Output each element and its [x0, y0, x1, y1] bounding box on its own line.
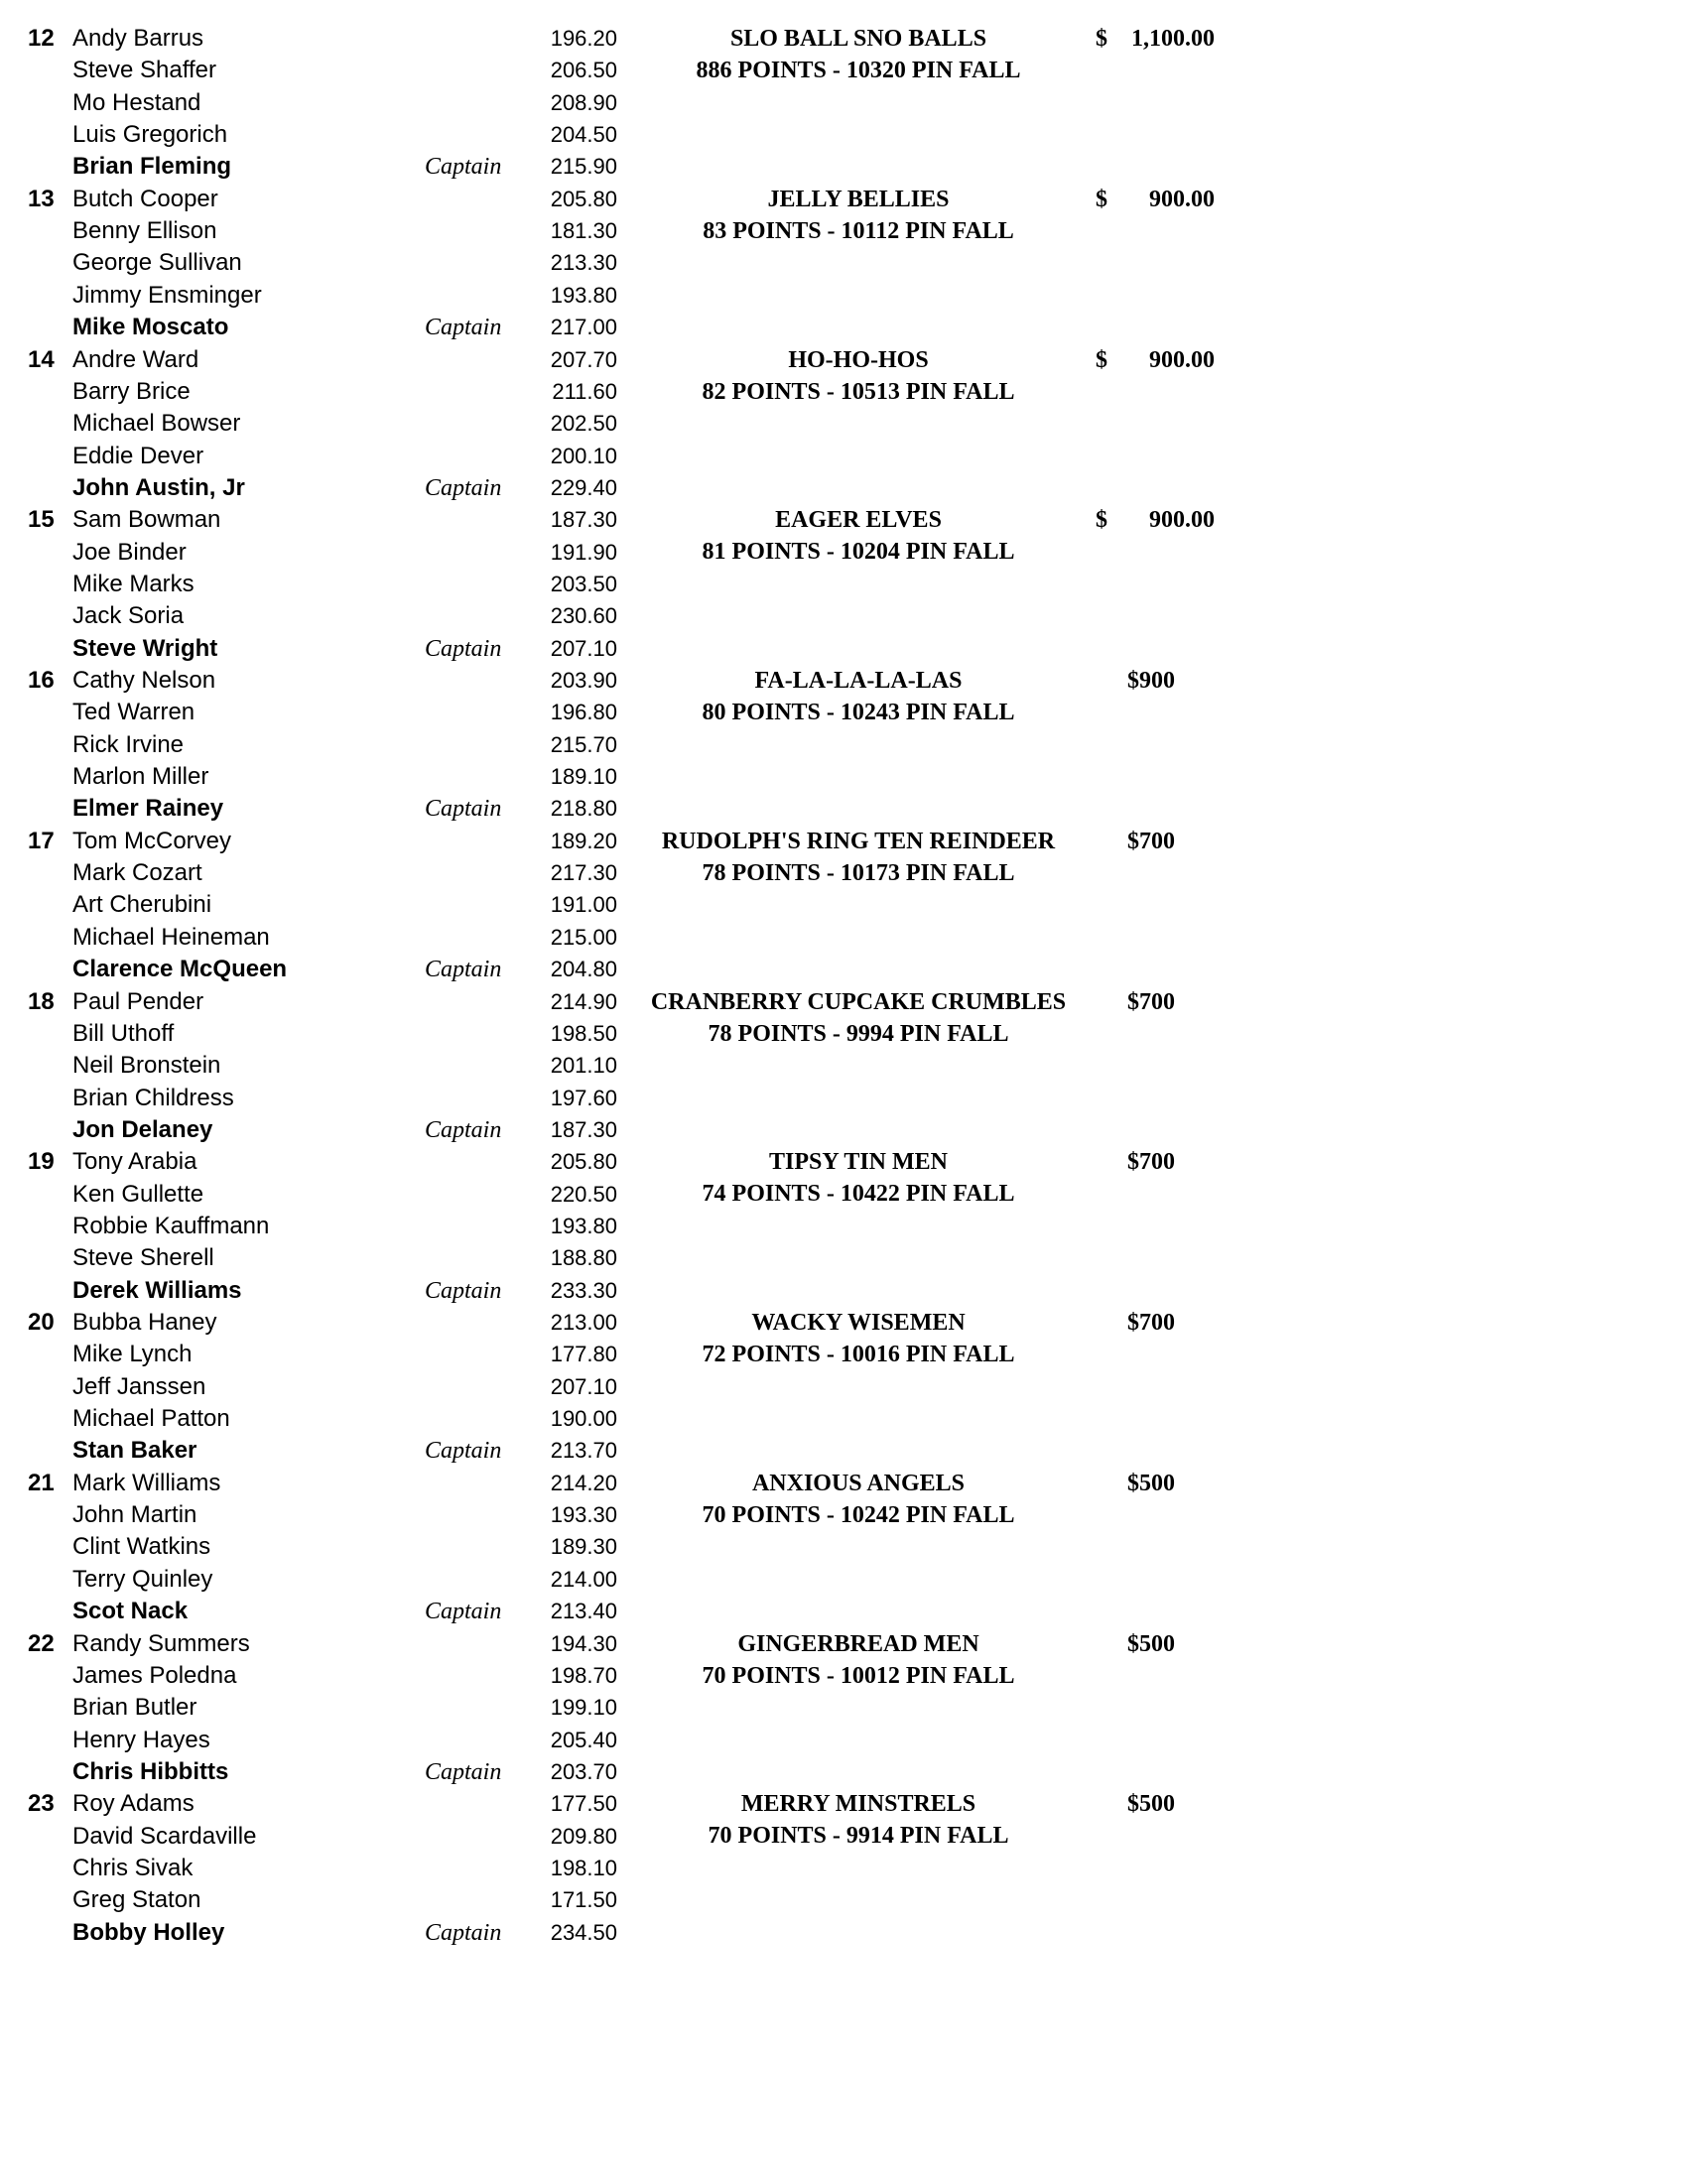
team-prize — [1092, 1146, 1231, 1178]
bowler-row — [0, 889, 1687, 921]
bowler-average: 213.40 — [550, 1599, 617, 1624]
bowler-average: 193.30 — [550, 1502, 617, 1528]
bowler-name: Brian Butler — [72, 1694, 197, 1722]
bowler-name: Andy Barrus — [72, 25, 204, 52]
captain-row — [0, 793, 1687, 825]
team-block — [0, 1628, 1687, 1790]
bowler-row — [0, 1050, 1687, 1082]
bowler-name: James Poledna — [72, 1661, 237, 1689]
bowler-average: 215.00 — [550, 924, 617, 950]
team-points-pinfall: 70 POINTS - 10242 PIN FALL — [702, 1501, 1015, 1528]
captain-label: Captain — [425, 474, 502, 501]
bowler-name: Chris Sivak — [72, 1854, 194, 1881]
prize-amount: $700 — [1127, 988, 1175, 1015]
team-points-pinfall: 82 POINTS - 10513 PIN FALL — [702, 378, 1015, 405]
bowler-average: 211.60 — [552, 378, 617, 404]
bowler-average: 198.50 — [550, 1020, 617, 1046]
team-points-pinfall: 83 POINTS - 10112 PIN FALL — [703, 217, 1014, 244]
bowler-average: 189.30 — [550, 1534, 617, 1560]
bowler-name: David Scardaville — [72, 1822, 257, 1850]
bowler-name: George Sullivan — [72, 249, 242, 277]
bowler-average: 188.80 — [550, 1245, 617, 1271]
bowler-row — [0, 87, 1687, 119]
captain-name: Chris Hibbitts — [72, 1757, 229, 1785]
captain-row — [0, 312, 1687, 343]
team-block — [0, 1307, 1687, 1469]
prize-amount: 1,100.00 — [1131, 26, 1215, 52]
team-points-pinfall: 80 POINTS - 10243 PIN FALL — [702, 700, 1015, 725]
bowler-average: 197.60 — [550, 1085, 617, 1110]
captain-label: Captain — [425, 957, 502, 983]
prize-amount: $500 — [1127, 1630, 1175, 1657]
team-rank: 12 — [28, 25, 55, 52]
captain-name: Clarence McQueen — [72, 956, 288, 983]
bowler-name: Andre Ward — [72, 345, 199, 373]
team-points-pinfall: 81 POINTS - 10204 PIN FALL — [702, 539, 1015, 566]
bowler-average: 203.90 — [550, 668, 617, 693]
bowler-name: Clint Watkins — [72, 1533, 211, 1561]
team-block — [0, 826, 1687, 987]
prize-currency: $ — [1096, 346, 1107, 373]
captain-row — [0, 1435, 1687, 1467]
team-block — [0, 1468, 1687, 1629]
prize-amount: $700 — [1127, 828, 1175, 854]
bowler-row — [0, 729, 1687, 761]
bowler-average: 171.50 — [550, 1887, 617, 1913]
bowler-average: 214.00 — [550, 1566, 617, 1592]
bowler-row — [0, 1725, 1687, 1756]
team-rank: 16 — [28, 667, 55, 694]
captain-name: Brian Fleming — [72, 153, 232, 181]
bowler-row — [0, 119, 1687, 151]
team-prize — [1092, 344, 1231, 376]
captain-name: Steve Wright — [72, 634, 218, 662]
bowler-name: Neil Bronstein — [72, 1052, 221, 1080]
bowler-average: 196.80 — [550, 700, 617, 725]
bowler-average: 196.20 — [550, 26, 617, 51]
team-prize — [1092, 1468, 1231, 1499]
bowler-name: Cathy Nelson — [72, 667, 216, 694]
captain-label: Captain — [425, 1438, 502, 1465]
captain-row — [0, 1756, 1687, 1788]
bowler-average: 201.10 — [550, 1053, 617, 1079]
captain-row — [0, 954, 1687, 985]
team-prize — [1092, 1788, 1231, 1820]
team-rank: 17 — [28, 827, 55, 854]
bowler-name: Tom McCorvey — [72, 827, 232, 854]
bowler-average: 203.50 — [550, 571, 617, 596]
bowler-name: Michael Bowser — [72, 410, 241, 438]
captain-label: Captain — [425, 1758, 502, 1785]
bowler-row — [0, 1564, 1687, 1596]
bowler-average: 193.80 — [550, 282, 617, 308]
bowler-average: 214.20 — [550, 1470, 617, 1495]
prize-currency: $ — [1096, 507, 1107, 534]
captain-name: Derek Williams — [72, 1276, 242, 1304]
team-rank: 14 — [28, 345, 55, 373]
team-name: TIPSY TIN MEN — [768, 1149, 949, 1176]
team-block — [0, 23, 1687, 185]
team-points-pinfall: 886 POINTS - 10320 PIN FALL — [696, 58, 1021, 83]
bowler-average: 218.80 — [550, 796, 617, 822]
bowler-average: 229.40 — [550, 474, 617, 500]
bowler-average: 213.30 — [550, 250, 617, 276]
bowler-average: 200.10 — [550, 443, 617, 468]
bowler-average: 230.60 — [550, 603, 617, 629]
captain-row — [0, 1275, 1687, 1307]
bowler-name: Terry Quinley — [72, 1565, 213, 1593]
bowler-name: Ted Warren — [72, 699, 195, 726]
bowler-average: 204.80 — [550, 957, 617, 982]
bowler-name: Sam Bowman — [72, 506, 221, 534]
bowler-row — [0, 1083, 1687, 1114]
bowler-row — [0, 1531, 1687, 1563]
captain-row — [0, 1114, 1687, 1146]
bowler-row — [0, 1853, 1687, 1884]
team-rank: 18 — [28, 987, 55, 1015]
captain-name: Scot Nack — [72, 1598, 189, 1625]
bowler-name: Bill Uthoff — [72, 1019, 175, 1047]
bowler-average: 191.90 — [550, 539, 617, 565]
bowler-name: Mike Marks — [72, 570, 195, 597]
team-rank: 21 — [28, 1469, 55, 1496]
team-name: FA-LA-LA-LA-LAS — [754, 668, 963, 694]
captain-name: Jon Delaney — [72, 1115, 213, 1143]
captain-label: Captain — [425, 796, 502, 823]
bowler-name: Tony Arabia — [72, 1148, 197, 1176]
team-name: WACKY WISEMEN — [751, 1310, 966, 1336]
bowler-row — [0, 1371, 1687, 1403]
prize-currency: $ — [1096, 186, 1107, 212]
team-rank: 19 — [28, 1148, 55, 1176]
team-prize — [1092, 1628, 1231, 1660]
team-points-pinfall: 78 POINTS - 10173 PIN FALL — [702, 859, 1015, 886]
team-name: EAGER ELVES — [775, 507, 942, 534]
bowler-average: 204.50 — [550, 122, 617, 148]
team-name: SLO BALL SNO BALLS — [729, 26, 987, 52]
team-name: JELLY BELLIES — [767, 186, 950, 212]
bowler-name: Brian Childress — [72, 1084, 234, 1111]
bowler-average: 190.00 — [550, 1406, 617, 1432]
bowler-name: Ken Gullette — [72, 1180, 204, 1208]
bowler-name: Butch Cooper — [72, 185, 218, 212]
bowler-average: 198.10 — [550, 1855, 617, 1880]
team-block — [0, 1146, 1687, 1308]
bowler-average: 177.50 — [550, 1791, 617, 1817]
bowler-row — [0, 1692, 1687, 1724]
bowler-row — [0, 1211, 1687, 1242]
bowler-average: 198.70 — [550, 1662, 617, 1688]
team-block — [0, 986, 1687, 1148]
captain-row — [0, 1917, 1687, 1949]
team-block — [0, 504, 1687, 666]
bowler-row — [0, 922, 1687, 954]
bowler-average: 213.70 — [550, 1438, 617, 1464]
bowler-name: Jack Soria — [72, 602, 185, 630]
bowler-average: 234.50 — [550, 1919, 617, 1945]
captain-label: Captain — [425, 1599, 502, 1625]
team-points-pinfall: 70 POINTS - 10012 PIN FALL — [702, 1662, 1015, 1689]
bowler-average: 181.30 — [550, 218, 617, 244]
team-block — [0, 1788, 1687, 1950]
bowler-name: John Martin — [72, 1501, 197, 1529]
bowler-average: 220.50 — [550, 1181, 617, 1207]
prize-amount: $700 — [1127, 1310, 1175, 1336]
prize-amount: $500 — [1127, 1470, 1175, 1496]
bowler-average: 217.30 — [550, 860, 617, 886]
bowler-average: 203.70 — [550, 1758, 617, 1784]
bowler-row — [0, 600, 1687, 632]
team-name: MERRY MINSTRELS — [740, 1791, 976, 1818]
bowler-average: 209.80 — [550, 1823, 617, 1849]
prize-amount: 900.00 — [1149, 346, 1215, 373]
bowler-name: Greg Staton — [72, 1886, 201, 1914]
bowler-name: Robbie Kauffmann — [72, 1212, 270, 1239]
captain-row — [0, 151, 1687, 183]
team-rank: 15 — [28, 506, 55, 534]
team-name: CRANBERRY CUPCAKE CRUMBLES — [650, 988, 1067, 1015]
bowler-average: 189.20 — [550, 828, 617, 853]
captain-label: Captain — [425, 1116, 502, 1143]
bowler-name: Mark Cozart — [72, 859, 202, 887]
bowler-row — [0, 1403, 1687, 1435]
team-prize — [1092, 986, 1231, 1018]
bowler-name: Art Cherubini — [72, 891, 212, 919]
bowler-name: Marlon Miller — [72, 763, 209, 791]
bowler-name: Rick Irvine — [72, 730, 185, 758]
captain-label: Captain — [425, 315, 502, 341]
prize-amount: 900.00 — [1149, 186, 1215, 212]
bowler-row — [0, 1242, 1687, 1274]
team-points-pinfall: 72 POINTS - 10016 PIN FALL — [702, 1342, 1015, 1367]
bowler-average: 208.90 — [550, 89, 617, 115]
bowler-average: 199.10 — [550, 1695, 617, 1721]
bowler-name: Mo Hestand — [72, 88, 201, 116]
bowler-average: 205.80 — [550, 1149, 617, 1175]
bowler-average: 207.10 — [550, 1373, 617, 1399]
captain-row — [0, 633, 1687, 665]
bowler-name: Eddie Dever — [72, 442, 204, 469]
bowler-average: 217.00 — [550, 315, 617, 340]
bowler-average: 207.10 — [550, 635, 617, 661]
captain-name: John Austin, Jr — [72, 473, 245, 501]
bowler-average: 206.50 — [550, 58, 617, 83]
bowler-name: Mike Lynch — [72, 1341, 193, 1368]
team-rank: 20 — [28, 1309, 55, 1336]
captain-row — [0, 472, 1687, 504]
team-rank: 22 — [28, 1629, 55, 1657]
bowler-name: Henry Hayes — [72, 1726, 210, 1753]
bowler-name: Paul Pender — [72, 987, 204, 1015]
bowler-row — [0, 408, 1687, 440]
bowler-average: 202.50 — [550, 411, 617, 437]
team-block — [0, 184, 1687, 345]
bowler-average: 205.80 — [550, 186, 617, 211]
bowler-name: Benny Ellison — [72, 217, 217, 245]
bowler-name: Jimmy Ensminger — [72, 281, 262, 309]
captain-name: Stan Baker — [72, 1437, 197, 1465]
bowler-average: 177.80 — [550, 1342, 617, 1367]
team-prize — [1092, 1307, 1231, 1339]
team-prize — [1092, 504, 1231, 536]
bowler-average: 194.30 — [550, 1630, 617, 1656]
bowler-average: 214.90 — [550, 988, 617, 1014]
captain-label: Captain — [425, 1919, 502, 1946]
team-prize — [1092, 826, 1231, 857]
bowler-average: 187.30 — [550, 1116, 617, 1142]
team-points-pinfall: 78 POINTS - 9994 PIN FALL — [708, 1020, 1009, 1047]
bowler-average: 191.00 — [550, 892, 617, 918]
team-block — [0, 344, 1687, 506]
bowler-average: 189.10 — [550, 764, 617, 790]
bowler-name: Jeff Janssen — [72, 1372, 206, 1400]
team-name: GINGERBREAD MEN — [737, 1630, 979, 1657]
bowler-average: 215.90 — [550, 154, 617, 180]
team-points-pinfall: 74 POINTS - 10422 PIN FALL — [702, 1181, 1015, 1208]
bowler-name: Luis Gregorich — [72, 121, 228, 149]
bowler-average: 213.00 — [550, 1310, 617, 1335]
team-name: HO-HO-HOS — [788, 346, 929, 373]
team-rank: 23 — [28, 1790, 55, 1818]
bowler-row — [0, 247, 1687, 279]
bowler-name: Michael Patton — [72, 1405, 230, 1433]
bowler-name: Barry Brice — [72, 377, 191, 405]
captain-name: Bobby Holley — [72, 1918, 225, 1946]
team-prize — [1092, 665, 1231, 697]
team-rank: 13 — [28, 185, 55, 212]
captain-row — [0, 1596, 1687, 1627]
team-name: ANXIOUS ANGELS — [751, 1470, 966, 1496]
bowler-row — [0, 280, 1687, 312]
prize-amount: 900.00 — [1149, 507, 1215, 534]
team-points-pinfall: 70 POINTS - 9914 PIN FALL — [708, 1823, 1009, 1850]
bowler-row — [0, 569, 1687, 600]
bowler-name: Steve Shaffer — [72, 57, 216, 84]
bowler-name: Bubba Haney — [72, 1309, 217, 1336]
bowler-average: 193.80 — [550, 1213, 617, 1238]
bowler-name: Michael Heineman — [72, 923, 270, 951]
bowler-average: 215.70 — [550, 731, 617, 757]
bowler-name: Joe Binder — [72, 538, 187, 566]
prize-amount: $500 — [1127, 1791, 1175, 1818]
team-prize — [1092, 184, 1231, 215]
captain-name: Mike Moscato — [72, 314, 229, 341]
team-block — [0, 665, 1687, 827]
captain-name: Elmer Rainey — [72, 795, 224, 823]
bowler-row — [0, 441, 1687, 472]
prize-amount: $700 — [1127, 1149, 1175, 1176]
bowler-average: 233.30 — [550, 1277, 617, 1303]
captain-label: Captain — [425, 154, 502, 181]
bowler-name: Randy Summers — [72, 1629, 250, 1657]
bowler-average: 207.70 — [550, 346, 617, 372]
bowler-row — [0, 1884, 1687, 1916]
captain-label: Captain — [425, 1277, 502, 1304]
prize-amount: $900 — [1127, 668, 1175, 694]
captain-label: Captain — [425, 635, 502, 662]
bowler-average: 187.30 — [550, 507, 617, 533]
team-prize — [1092, 23, 1231, 55]
bowler-row — [0, 761, 1687, 793]
prize-currency: $ — [1096, 26, 1107, 52]
bowler-name: Mark Williams — [72, 1469, 221, 1496]
team-name: RUDOLPH'S RING TEN REINDEER — [661, 828, 1056, 854]
bowler-average: 205.40 — [550, 1727, 617, 1752]
bowler-name: Roy Adams — [72, 1790, 195, 1818]
bowler-name: Steve Sherell — [72, 1244, 214, 1272]
